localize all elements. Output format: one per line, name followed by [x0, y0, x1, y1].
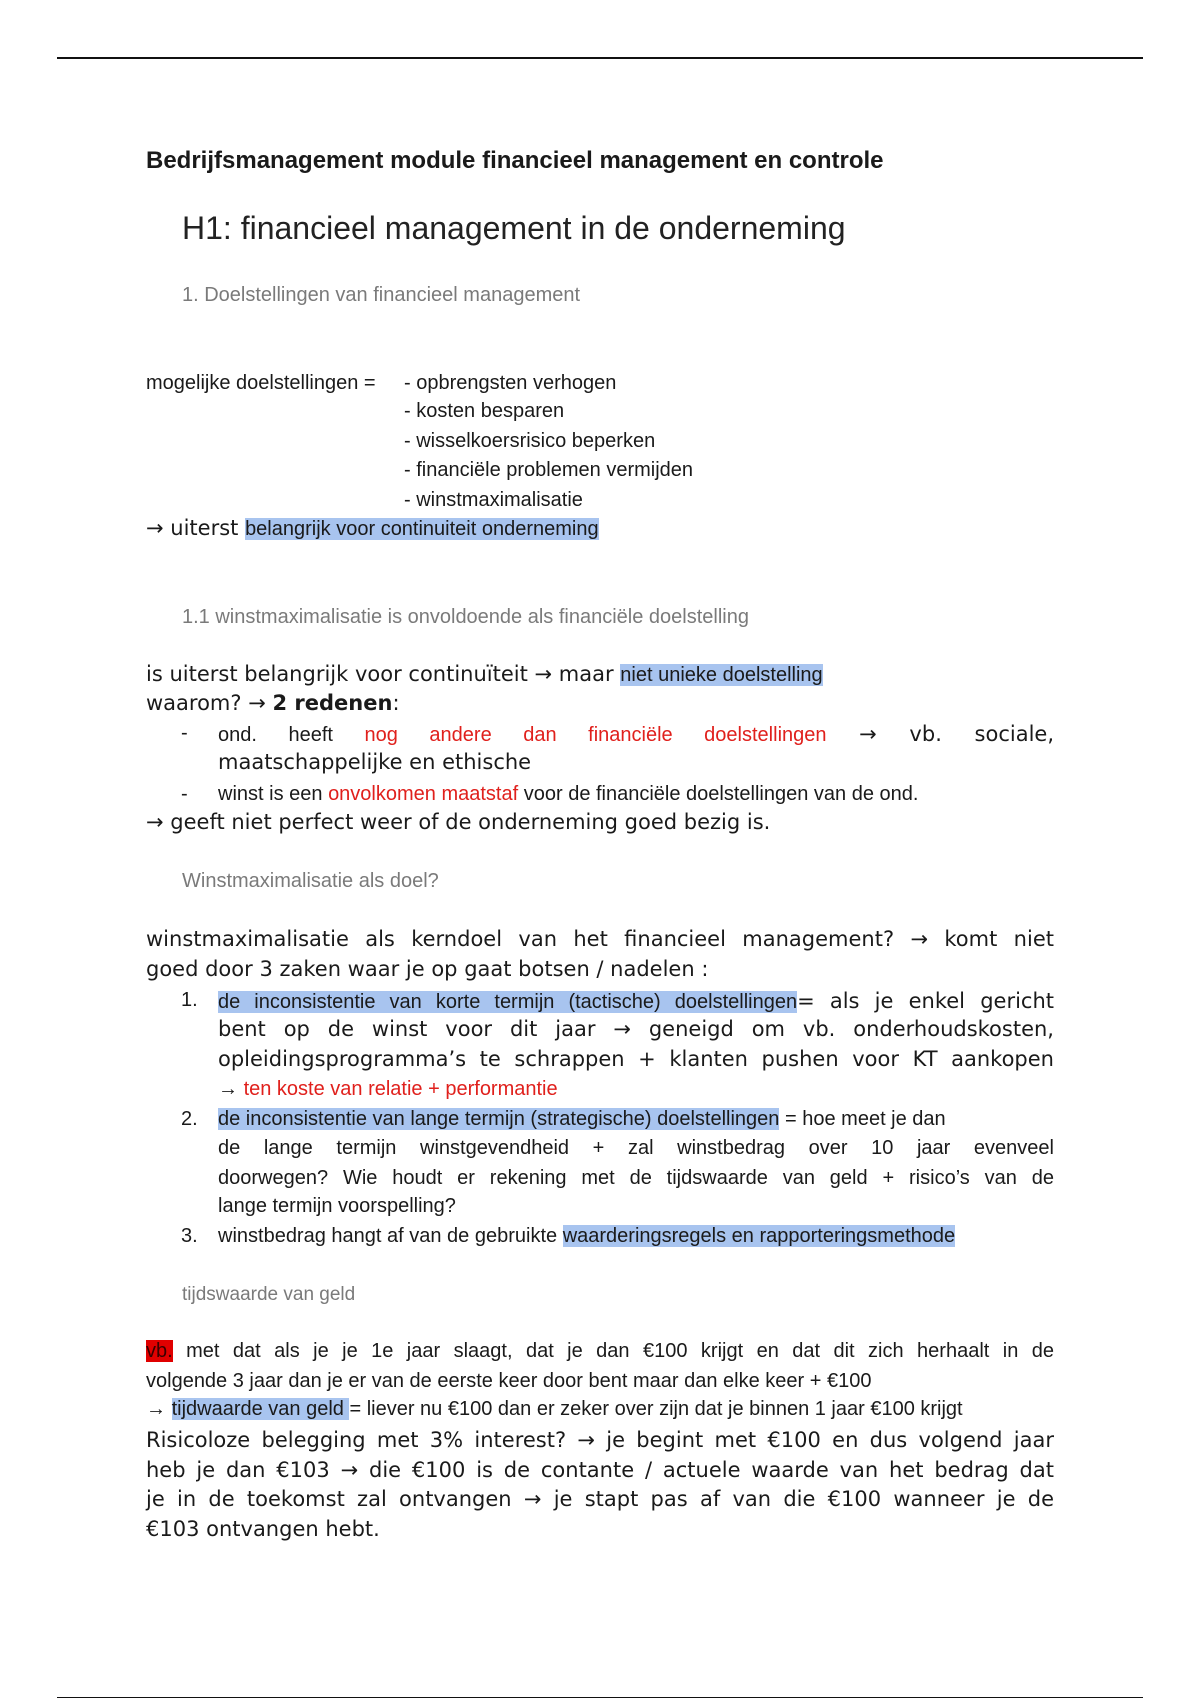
list-item: winstbedrag hangt af van de gebruikte waarderingsregels en rapporteringsmethode	[218, 1225, 956, 1247]
bullet-item: ond. heeft nog andere dan financiële doelstellingen → vb. sociale,	[218, 722, 1054, 746]
goal-item: - kosten besparen	[404, 400, 565, 422]
highlight-waarderingsregels: waarderingsregels en rapporteringsmethode	[562, 1225, 956, 1247]
list-item-continued: opleidingsprogramma’s te schrappen + klanten pushen voor KT aankopen	[218, 1047, 1054, 1071]
goal-item: - wisselkoersrisico beperken	[404, 430, 656, 452]
highlight-lange-termijn: de inconsistentie van lange termijn (strategische) doelstellingen	[218, 1108, 780, 1130]
goal-item: - winstmaximalisatie	[404, 489, 583, 511]
bullet-marker: -	[181, 722, 188, 744]
paragraph-line: Risicoloze belegging met 3% interest? → je begint met €100 en dus volgend jaar	[146, 1428, 1054, 1452]
goals-label: mogelijke doelstellingen =	[146, 372, 376, 394]
list-number: 2.	[181, 1108, 198, 1130]
document-title: Bedrijfsmanagement module financieel management en controle	[146, 147, 884, 174]
goal-item: - financiële problemen vermijden	[404, 459, 694, 481]
bullet-item: winst is een onvolkomen maatstaf voor de financiële doelstellingen van de ond.	[218, 783, 919, 805]
section-heading-doelstellingen: 1. Doelstellingen van financieel management	[182, 284, 581, 306]
list-item-continued: bent op de winst voor dit jaar → geneigd om vb. onderhoudskosten,	[218, 1017, 1054, 1041]
list-item-continued: de lange termijn winstgevendheid + zal winstbedrag over 10 jaar evenveel	[218, 1137, 1054, 1159]
paragraph-line: winstmaximalisatie als kerndoel van het financieel management? → komt niet	[146, 927, 1054, 951]
list-item-continued: lange termijn voorspelling?	[218, 1195, 456, 1217]
bottom-rule	[57, 1697, 1143, 1698]
list-item-continued: → ten koste van relatie + performantie	[218, 1078, 558, 1100]
paragraph-line: vb. met dat als je je 1e jaar slaagt, dat je dan €100 krijgt en dat dit zich herhaalt in de	[146, 1340, 1054, 1362]
highlight-korte-termijn: de inconsistentie van korte termijn (tactische) doelstellingen	[218, 991, 798, 1013]
paragraph-line: waarom? → 2 redenen:	[146, 691, 400, 715]
paragraph-line: → geeft niet perfect weer of de onderneming goed bezig is.	[146, 810, 771, 834]
paragraph-line: heb je dan €103 → die €100 is de contante / actuele waarde van het bedrag dat	[146, 1458, 1054, 1482]
list-item: de inconsistentie van korte termijn (tactische) doelstellingen= als je enkel gericht	[218, 989, 1054, 1013]
conclusion-prefix: → uiterst	[146, 516, 246, 540]
conclusion-highlight: belangrijk voor continuiteit onderneming	[245, 518, 599, 540]
highlight-niet-unieke: niet unieke doelstelling	[620, 664, 823, 686]
list-item: de inconsistentie van lange termijn (strategische) doelstellingen = hoe meet je dan	[218, 1108, 946, 1130]
bullet-item-continued: maatschappelijke en ethische	[218, 750, 532, 774]
paragraph-line: goed door 3 zaken waar je op gaat botsen / nadelen :	[146, 957, 709, 981]
section-heading-winstmaximalisatie: 1.1 winstmaximalisatie is onvoldoende als financiële doelstelling	[182, 606, 749, 628]
top-rule	[57, 57, 1143, 59]
goal-item: - opbrengsten verhogen	[404, 372, 617, 394]
highlight-tijdwaarde: tijdwaarde van geld	[171, 1398, 350, 1420]
vb-marker: vb.	[146, 1340, 173, 1362]
list-number: 3.	[181, 1225, 198, 1247]
section-heading-tijdswaarde: tijdswaarde van geld	[182, 1284, 356, 1305]
section-heading-winst-doel: Winstmaximalisatie als doel?	[182, 870, 439, 892]
paragraph-line: je in de toekomst zal ontvangen → je stapt pas af van die €100 wanneer je de	[146, 1487, 1054, 1511]
paragraph-line: €103 ontvangen hebt.	[146, 1517, 380, 1541]
goals-conclusion	[146, 516, 599, 541]
paragraph-line: is uiterst belangrijk voor continuïteit → maar niet unieke doelstelling	[146, 662, 823, 686]
paragraph-line: volgende 3 jaar dan je er van de eerste keer door bent maar dan elke keer + €100	[146, 1370, 872, 1392]
bullet-marker: -	[181, 783, 188, 805]
chapter-heading: H1: financieel management in de onderneming	[182, 210, 846, 246]
paragraph-line: → tijdwaarde van geld = liever nu €100 dan er zeker over zijn dat je binnen 1 jaar €100 krijgt	[146, 1398, 963, 1420]
list-number: 1.	[181, 989, 198, 1011]
list-item-continued: doorwegen? Wie houdt er rekening met de tijdswaarde van geld + risico’s van de	[218, 1167, 1054, 1189]
